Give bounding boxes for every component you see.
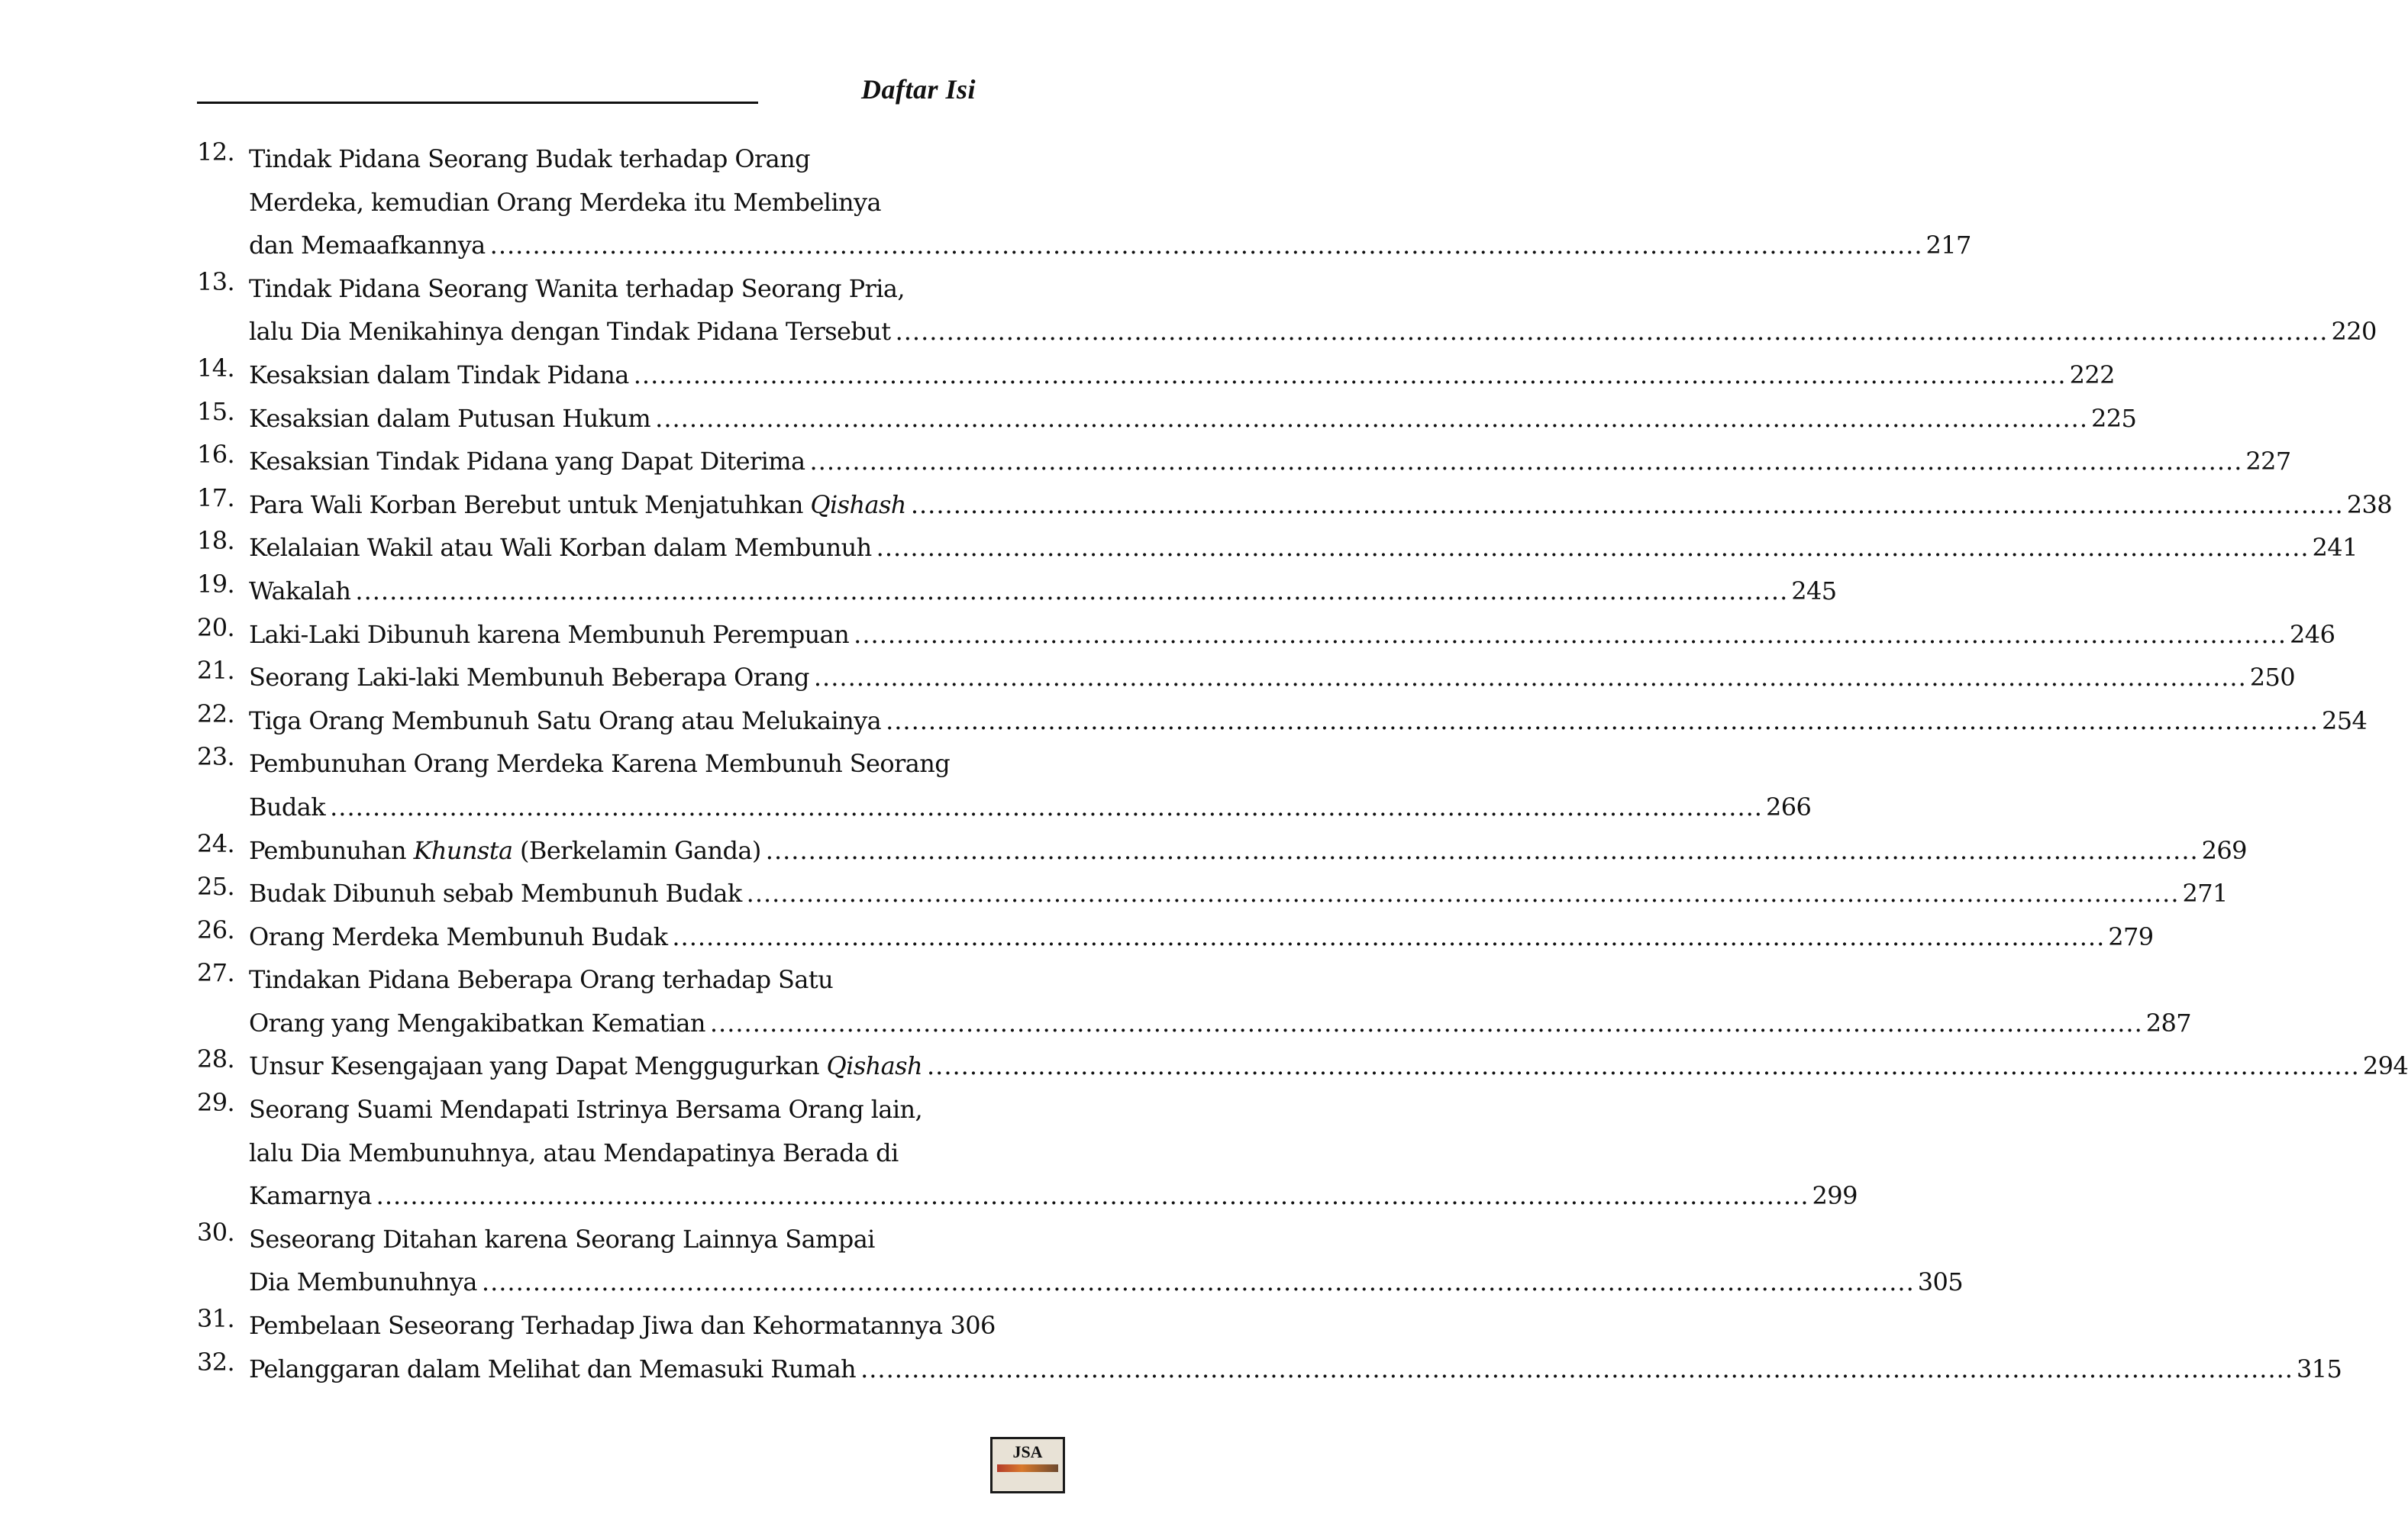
entry-final-line <box>249 656 2296 699</box>
entry-title: Kesaksian dalam Putusan Hukum <box>249 403 651 433</box>
page-number: 254 <box>2321 705 2368 735</box>
entry-title: Budak Dibunuh sebab Membunuh Budak <box>249 879 742 909</box>
toc-entry <box>197 612 2335 657</box>
dot-leader <box>672 915 2105 959</box>
entry-title: lalu Dia Menikahinya dengan Tindak Pidana Tersebut <box>249 317 891 347</box>
toc-entry <box>197 872 2228 915</box>
entry-final-line <box>249 526 2358 570</box>
logo-bar <box>997 1464 1058 1472</box>
dot-leader <box>482 1261 1915 1304</box>
entry-final-line <box>249 310 2377 354</box>
dot-leader <box>860 1348 2293 1391</box>
publisher-logo <box>990 1437 1065 1493</box>
page-number: 287 <box>2145 1008 2192 1038</box>
page-number: 299 <box>1812 1181 1858 1211</box>
entry-final-line <box>249 1174 1858 1218</box>
entry-final-line <box>249 354 2115 397</box>
entry-number: 26. <box>197 915 235 944</box>
entry-number: 31. <box>197 1304 235 1334</box>
dot-leader <box>886 699 2319 743</box>
page-number: 220 <box>2331 317 2377 347</box>
entry-title: Kamarnya <box>249 1181 372 1211</box>
entry-final-line <box>249 1348 2342 1391</box>
running-head: Daftar Isi <box>860 74 976 105</box>
entry-title: Kesaksian Tindak Pidana yang Dapat Diterima <box>249 447 805 476</box>
dot-leader <box>809 440 2242 483</box>
entry-final-line <box>249 872 2228 915</box>
table-of-contents <box>197 137 2408 1390</box>
dot-leader <box>747 872 2180 915</box>
dot-leader <box>634 354 2067 397</box>
entry-final-line <box>249 397 2137 441</box>
logo-text: JSA <box>1012 1442 1043 1461</box>
toc-entry <box>197 266 2377 354</box>
toc-entry <box>197 483 2392 527</box>
entry-number: 18. <box>197 526 235 556</box>
dot-leader <box>355 570 1788 613</box>
toc-entry <box>197 1347 2342 1391</box>
entry-title: Tiga Orang Membunuh Satu Orang atau Melukainya <box>249 705 882 735</box>
entry-number: 17. <box>197 483 235 512</box>
entry-title: Kesaksian dalam Tindak Pidana <box>249 360 629 389</box>
entry-final-line <box>249 1002 2192 1045</box>
toc-entry <box>197 656 2296 699</box>
page-number: 227 <box>2245 447 2291 476</box>
entry-title: Pelanggaran dalam Melihat dan Memasuki Rumah <box>249 1354 857 1383</box>
entry-number: 29. <box>197 1088 235 1118</box>
page-number: 250 <box>2249 663 2296 692</box>
page-number: 266 <box>1765 792 1812 822</box>
entry-number: 15. <box>197 396 235 426</box>
entry-number: 24. <box>197 828 235 858</box>
entry-title-line: Tindakan Pidana Beberapa Orang terhadap Satu <box>249 965 834 995</box>
entry-title-line: Seorang Suami Mendapati Istrinya Bersama Orang lain, <box>249 1095 923 1125</box>
dot-leader <box>896 310 2329 354</box>
entry-number: 21. <box>197 656 235 686</box>
entry-final-line <box>249 786 1812 829</box>
entry-final-line <box>249 613 2335 657</box>
entry-number: 28. <box>197 1044 235 1074</box>
entry-final-line <box>249 1044 2408 1088</box>
entry-title-line: Merdeka, kemudian Orang Merdeka itu Membelinya <box>249 187 882 217</box>
toc-entry <box>197 742 1812 828</box>
dot-leader <box>655 397 2088 441</box>
page-number: 245 <box>1791 576 1837 605</box>
entry-final-line <box>249 829 2247 873</box>
toc-entry <box>197 1217 1964 1304</box>
entry-title: Wakalah <box>249 576 351 605</box>
entry-number: 32. <box>197 1347 235 1377</box>
dot-leader <box>814 656 2247 699</box>
entry-number: 27. <box>197 958 235 988</box>
entry-title: Unsur Kesengajaan yang Dapat Menggugurkan Qishash <box>249 1051 922 1081</box>
entry-title-line: lalu Dia Membunuhnya, atau Mendapatinya Berada di <box>249 1138 899 1167</box>
entry-title-line: Tindak Pidana Seorang Budak terhadap Orang <box>249 144 811 173</box>
entry-final-line <box>249 440 2291 483</box>
entry-title: dan Memaafkannya <box>249 231 486 260</box>
dot-leader <box>376 1174 1809 1218</box>
entry-number: 12. <box>197 137 235 166</box>
toc-entry <box>197 828 2247 873</box>
dot-leader <box>766 829 2199 873</box>
entry-number: 14. <box>197 353 235 383</box>
entry-number: 25. <box>197 872 235 902</box>
page-number: 315 <box>2296 1354 2342 1383</box>
page-number: 238 <box>2346 489 2392 519</box>
dot-leader <box>876 526 2310 570</box>
page-number: 294 <box>2362 1051 2408 1081</box>
entry-number: 13. <box>197 266 235 296</box>
page-number: 225 <box>2091 403 2137 433</box>
entry-final-line <box>249 1304 996 1348</box>
page-number: 217 <box>1925 231 1971 260</box>
entry-final-line <box>249 570 1837 613</box>
entry-final-line <box>249 699 2368 743</box>
page-number: 269 <box>2201 835 2247 865</box>
dot-leader <box>854 613 2287 657</box>
entry-title: Kelalaian Wakil atau Wali Korban dalam Membunuh <box>249 533 872 563</box>
entry-number: 20. <box>197 612 235 642</box>
toc-entry <box>197 1304 996 1348</box>
entry-title-line: Seseorang Ditahan karena Seorang Lainnya Sampai <box>249 1224 875 1254</box>
entry-title-line: Tindak Pidana Seorang Wanita terhadap Seorang Pria, <box>249 273 905 303</box>
toc-entry <box>197 1044 2408 1088</box>
entry-number: 23. <box>197 742 235 772</box>
entry-final-line <box>249 915 2154 959</box>
entry-title: Orang Merdeka Membunuh Budak <box>249 922 668 951</box>
entry-title: Laki-Laki Dibunuh karena Membunuh Perempuan <box>249 619 850 649</box>
entry-title: Orang yang Mengakibatkan Kematian <box>249 1008 705 1038</box>
entry-title: Pembelaan Seseorang Terhadap Jiwa dan Kehormatannya <box>249 1311 943 1341</box>
entry-final-line <box>249 1261 1964 1304</box>
toc-entry <box>197 440 2291 483</box>
toc-entry <box>197 396 2137 441</box>
toc-entry <box>197 1088 1858 1218</box>
toc-entry <box>197 526 2358 570</box>
page-number: 246 <box>2290 619 2335 649</box>
entry-title-line: Pembunuhan Orang Merdeka Karena Membunuh Seorang <box>249 749 951 779</box>
header-rule <box>197 102 758 104</box>
toc-entry <box>197 353 2115 397</box>
dot-leader <box>330 786 1763 829</box>
toc-entry <box>197 958 2192 1044</box>
entry-title: Para Wali Korban Berebut untuk Menjatuhkan Qishash <box>249 489 906 519</box>
dot-leader <box>927 1044 2360 1088</box>
toc-entry <box>197 569 1837 613</box>
page-number: 305 <box>1917 1267 1964 1297</box>
toc-entry <box>197 915 2154 959</box>
entry-title: Budak <box>249 792 326 822</box>
page-number: 241 <box>2312 533 2358 563</box>
entry-final-line <box>249 224 1971 267</box>
entry-number: 16. <box>197 440 235 470</box>
page-number: 271 <box>2182 879 2228 909</box>
entry-title: Seorang Laki-laki Membunuh Beberapa Orang <box>249 663 809 692</box>
page-number: 279 <box>2108 922 2154 951</box>
dot-leader <box>911 483 2344 527</box>
entry-number: 30. <box>197 1217 235 1247</box>
entry-final-line <box>249 483 2392 527</box>
entry-number: 22. <box>197 699 235 728</box>
dot-leader <box>490 224 1923 267</box>
dot-leader <box>710 1002 2143 1045</box>
entry-title: Dia Membunuhnya <box>249 1267 477 1297</box>
toc-entry <box>197 137 1971 267</box>
entry-title: Pembunuhan Khunsta (Berkelamin Ganda) <box>249 835 761 865</box>
toc-entry <box>197 699 2368 743</box>
page-number: 222 <box>2069 360 2115 389</box>
entry-number: 19. <box>197 569 235 599</box>
page-number: 306 <box>950 1311 996 1341</box>
